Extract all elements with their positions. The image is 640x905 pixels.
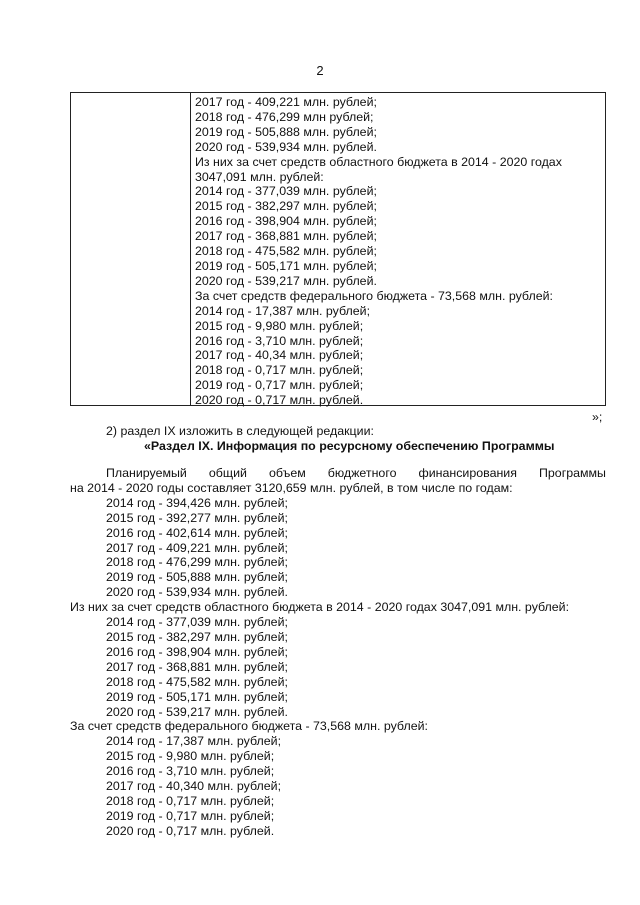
closing-quote-mark: »; [592,410,603,424]
regional-year-line: 2020 год - 539,217 млн. рублей. [106,704,288,719]
total-year-line: 2018 год - 476,299 млн. рублей; [106,555,288,570]
table-federal-line: 2018 год - 0,717 млн. рублей; [195,363,364,378]
paragraph-word: финансирования [418,466,517,480]
table-regional-line: 2015 год - 382,297 млн. рублей; [195,199,377,214]
table-regional-line: 2016 год - 398,904 млн. рублей; [195,214,377,229]
funding-table [70,92,606,406]
regional-intro: Из них за счет средств областного бюджета в 2014 - 2020 годах 3047,091 млн. рублей: [70,600,570,615]
total-year-line: 2014 год - 394,426 млн. рублей; [106,495,288,510]
table-left-cell [71,93,191,405]
regional-year-line: 2015 год - 382,297 млн. рублей; [106,629,288,644]
regional-year-line: 2018 год - 475,582 млн. рублей; [106,674,288,689]
regional-year-line: 2014 год - 377,039 млн. рублей; [106,615,288,630]
paragraph-word: Планируемый [106,466,187,480]
federal-year-line: 2016 год - 3,710 млн. рублей; [106,764,275,779]
table-regional-line: 2020 год - 539,217 млн. рублей. [195,273,377,288]
regional-year-line: 2016 год - 398,904 млн. рублей; [106,644,288,659]
paragraph-word: общий [208,466,247,480]
paragraph-first-line [70,466,606,481]
paragraph-word: Программы [539,466,606,480]
federal-year-line: 2017 год - 40,340 млн. рублей; [106,779,282,794]
regional-year-line: 2017 год - 368,881 млн. рублей; [106,659,288,674]
federal-year-line: 2014 год - 17,387 млн. рублей; [106,734,282,749]
table-federal-line: 2017 год - 40,34 млн. рублей; [195,348,364,363]
table-regional-line: 2017 год - 368,881 млн. рублей; [195,229,377,244]
table-federal-line: 2014 год - 17,387 млн. рублей; [195,303,371,318]
total-year-line: 2016 год - 402,614 млн. рублей; [106,525,288,540]
table-right-cell [195,95,603,408]
page-number: 2 [316,63,324,78]
table-total-line: 2019 год - 505,888 млн. рублей; [195,124,377,139]
table-total-line: 2017 год - 409,221 млн. рублей; [195,95,377,109]
paragraph-word: бюджетного [327,466,397,480]
table-federal-line: 2016 год - 3,710 млн. рублей; [195,333,364,348]
federal-year-line: 2019 год - 0,717 млн. рублей; [106,808,275,823]
table-regional-line: 2019 год - 505,171 млн. рублей; [195,258,377,273]
table-federal-line: 2015 год - 9,980 млн. рублей; [195,318,364,333]
table-federal-line: 2019 год - 0,717 млн. рублей; [195,378,364,393]
federal-year-line: 2015 год - 9,980 млн. рублей; [106,749,275,764]
amendment-item-2: 2) раздел IX изложить в следующей редакции: [106,424,374,438]
table-regional-line: 2014 год - 377,039 млн. рублей; [195,184,377,199]
federal-intro: За счет средств федерального бюджета - 73,568 млн. рублей: [70,719,428,734]
table-regional-line: 2018 год - 475,582 млн. рублей; [195,244,377,259]
paragraph-second-line: на 2014 - 2020 годы составляет 3120,659 млн. рублей, в том числе по годам: [70,480,513,495]
total-year-line: 2020 год - 539,934 млн. рублей. [106,585,288,600]
federal-year-line: 2018 год - 0,717 млн. рублей; [106,793,275,808]
table-federal-intro: За счет средств федерального бюджета - 73,568 млн. рублей: [195,288,553,303]
table-federal-line: 2020 год - 0,717 млн. рублей. [195,393,364,408]
total-year-line: 2019 год - 505,888 млн. рублей; [106,570,288,585]
table-regional-intro-cont: 3047,091 млн. рублей: [195,169,324,184]
total-year-line: 2017 год - 409,221 млн. рублей; [106,540,288,555]
section-heading: «Раздел IX. Информация по ресурсному обеспечению Программы [144,439,555,453]
table-total-line: 2020 год - 539,934 млн. рублей. [195,139,377,154]
total-year-line: 2015 год - 392,277 млн. рублей; [106,510,288,525]
federal-year-line: 2020 год - 0,717 млн. рублей. [106,823,275,838]
table-total-line: 2018 год - 476,299 млн рублей; [195,109,374,124]
table-regional-intro: Из них за счет средств областного бюджета в 2014 - 2020 годах [195,154,562,169]
regional-year-line: 2019 год - 505,171 млн. рублей; [106,689,288,704]
paragraph-word: объем [269,466,306,480]
section-body [70,466,606,839]
